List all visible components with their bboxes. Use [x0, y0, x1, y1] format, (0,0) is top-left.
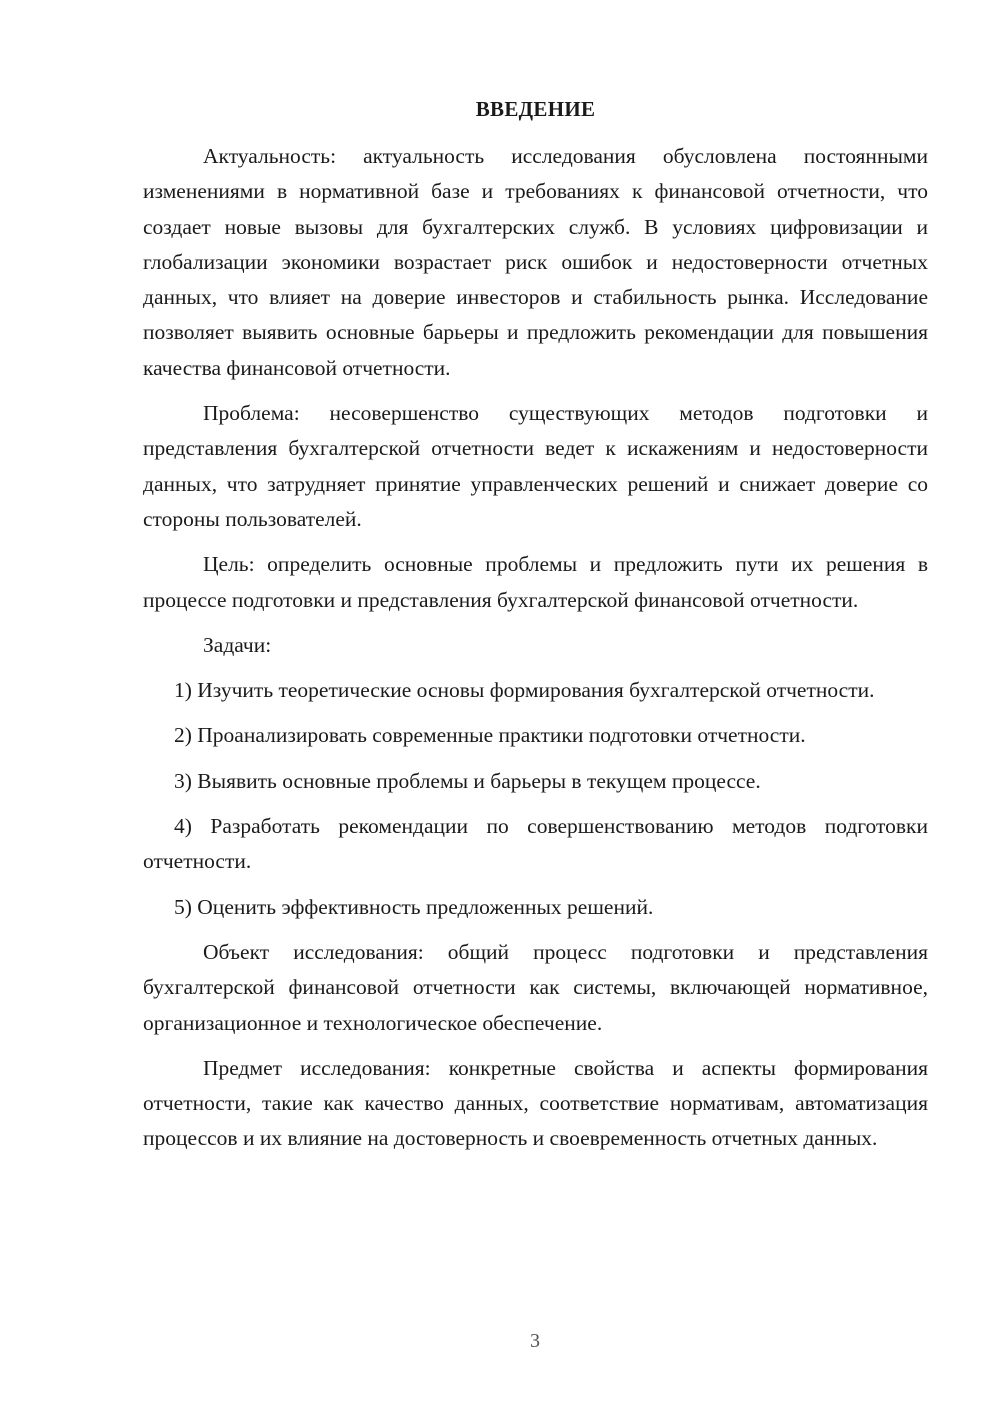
page-title: ВВЕДЕНИЕ — [475, 97, 596, 121]
list-item: 5) Оценить эффективность предложенных решений. — [174, 894, 654, 919]
paragraph-object: Объект исследования: общий процесс подготовки и представления бухгалтерской финансовой отчетности как системы, включающей нормативное, организационное и технологическое обеспечение. — [143, 939, 928, 1035]
paragraph-relevance: Актуальность: актуальность исследования обусловлена постоянными изменениями в нормативной базе и требованиях к финансовой отчетности, что создает новые вызовы для бухгалтерских служб. В условиях цифровизации и глобализации экономики возрастает риск ошибок и недостоверности отчетных данных, что влияет на доверие инвесторов и стабильность рынка. Исследование позволяет выявить основные барьеры и предложить рекомендации для повышения качества финансовой отчетности. — [143, 144, 928, 380]
list-item: 2) Проанализировать современные практики подготовки отчетности. — [174, 723, 806, 748]
list-item: 3) Выявить основные проблемы и барьеры в текущем процессе. — [174, 768, 761, 793]
page-number: 3 — [530, 1330, 540, 1352]
tasks-heading: Задачи: — [203, 632, 272, 657]
list-item: 4) Разработать рекомендации по совершенствованию методов подготовки отчетности. — [143, 814, 928, 874]
tasks-list — [143, 673, 928, 925]
list-item: 1) Изучить теоретические основы формирования бухгалтерской отчетности. — [174, 678, 875, 703]
paragraph-goal: Цель: определить основные проблемы и предложить пути их решения в процессе подготовки и представления бухгалтерской финансовой отчетности. — [143, 552, 928, 612]
paragraph-subject: Предмет исследования: конкретные свойства и аспекты формирования отчетности, такие как качество данных, соответствие нормативам, автоматизация процессов и их влияние на достоверность и своевременность отчетных данных. — [143, 1055, 928, 1151]
paragraph-problem: Проблема: несовершенство существующих методов подготовки и представления бухгалтерской отчетности ведет к искажениям и недостоверности данных, что затрудняет принятие управленческих решений и снижает доверие со стороны пользователей. — [143, 401, 928, 531]
document-page — [143, 92, 928, 1167]
